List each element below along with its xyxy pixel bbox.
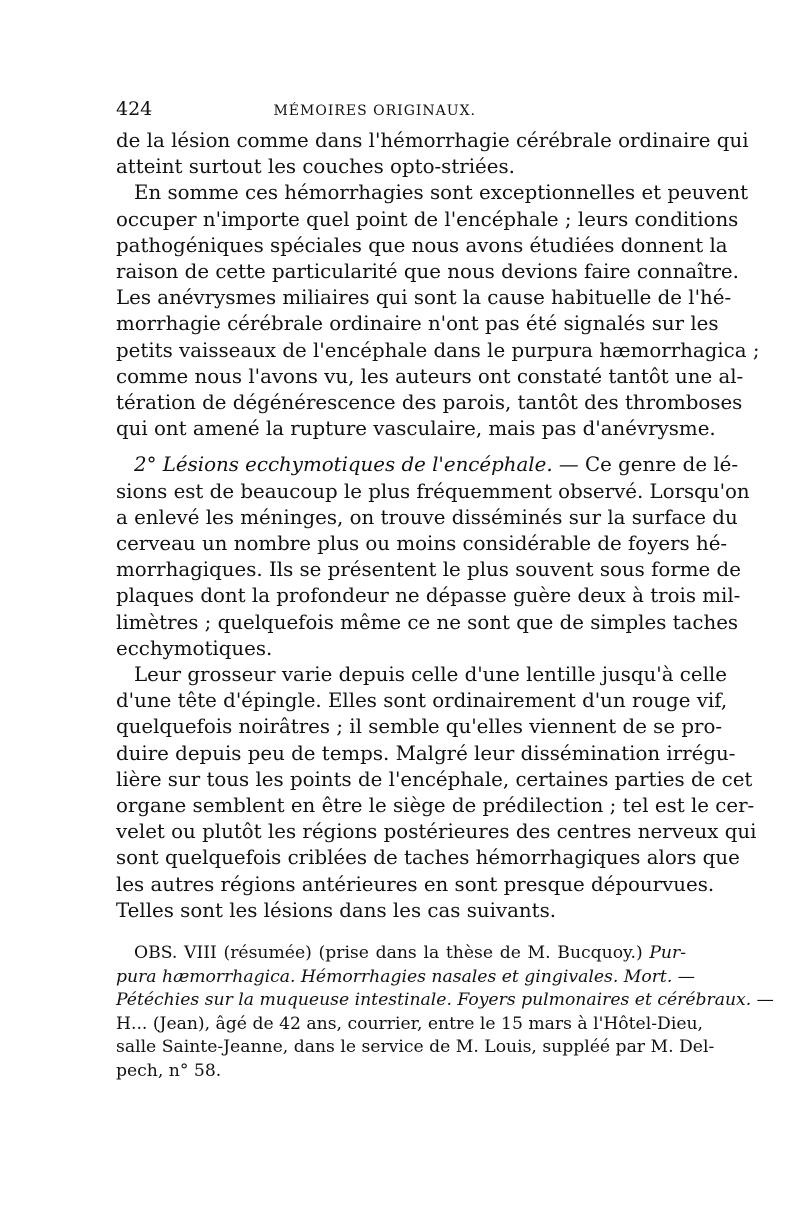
- text-line: organe semblent en être le siège de prédilection ; tel est le cer-: [116, 794, 755, 818]
- obs-text: —: [672, 966, 695, 987]
- text-line: occuper n'importe quel point de l'encéphale ; leurs conditions: [116, 207, 739, 231]
- text-line: morrhagie cérébrale ordinaire n'ont pas été signalés sur les: [116, 312, 719, 336]
- obs-line: pech, n° 58.: [116, 1061, 222, 1082]
- text-line: En somme ces hémorrhagies sont exceptionnelles et peuvent: [134, 181, 749, 205]
- text-line: ecchymotiques.: [116, 636, 273, 660]
- text-line: morrhagiques. Ils se présentent le plus souvent sous forme de: [116, 558, 741, 582]
- text-line: plaques dont la profondeur ne dépasse guère deux à trois mil-: [116, 584, 741, 608]
- page-number: 424: [116, 98, 153, 120]
- text-line: cerveau un nombre plus ou moins considérable de foyers hé-: [116, 532, 728, 556]
- text-line: a enlevé les méninges, on trouve disséminés sur la surface du: [116, 505, 738, 529]
- observation-block: [116, 942, 774, 1084]
- obs-text: —: [751, 990, 774, 1011]
- text-line: pathogéniques spéciales que nous avons étudiées donnent la: [116, 233, 728, 257]
- obs-text: OBS. VIII (résumée) (prise dans la thèse de M. Bucquoy.): [134, 943, 643, 964]
- text-line: atteint surtout les couches opto-striées.: [116, 155, 515, 179]
- running-title: MÉMOIRES ORIGINAUX.: [273, 103, 476, 119]
- text-line: les autres régions antérieures en sont presque dépourvues.: [116, 872, 715, 896]
- paragraph-4: [116, 662, 757, 924]
- text-line: tération de dégénérescence des parois, tantôt des thromboses: [116, 391, 743, 415]
- obs-line: salle Sainte-Jeanne, dans le service de M. Louis, suppléé par M. Del-: [116, 1037, 715, 1058]
- text-line: de la lésion comme dans l'hémorrhagie cérébrale ordinaire qui: [116, 129, 749, 152]
- text-line: sions est de beaucoup le plus fréquemment observé. Lorsqu'on: [116, 479, 750, 503]
- text-line: qui ont amené la rupture vasculaire, mais pas d'anévrysme.: [116, 417, 716, 441]
- obs-line: H... (Jean), âgé de 42 ans, courrier, entre le 15 mars à l'Hôtel-Dieu,: [116, 1013, 704, 1034]
- text-line: Telles sont les lésions dans les cas suivants.: [116, 898, 557, 922]
- book-page: [116, 98, 774, 1084]
- obs-italic: Pur-: [642, 943, 687, 964]
- section-heading: 2° Lésions ecchymotiques de l'encéphale. —: [134, 453, 579, 477]
- text-line: comme nous l'avons vu, les auteurs ont constaté tantôt une al-: [116, 364, 744, 388]
- text-line: petits vaisseaux de l'encéphale dans le purpura hæmorrhagica ;: [116, 338, 760, 362]
- text-line: [116, 452, 739, 478]
- text-line: velet ou plutôt les régions postérieures des centres nerveux qui: [116, 820, 757, 844]
- paragraph-3: [116, 452, 750, 662]
- obs-line: [116, 966, 695, 990]
- paragraph-1: [116, 128, 749, 180]
- text-line: limètres ; quelquefois même ce ne sont que de simples taches: [116, 610, 739, 634]
- obs-line: [116, 942, 686, 966]
- text-line: duire depuis peu de temps. Malgré leur dissémination irrégu-: [116, 741, 736, 765]
- text-line: sont quelquefois criblées de taches hémorrhagiques alors que: [116, 846, 740, 870]
- text-line: Les anévrysmes miliaires qui sont la cause habituelle de l'hé-: [116, 286, 732, 310]
- page-header: [116, 98, 686, 128]
- text-line: lière sur tous les points de l'encéphale, certaines parties de cet: [116, 767, 753, 791]
- text-line: raison de cette particularité que nous devions faire connaître.: [116, 260, 739, 284]
- text-line: Leur grosseur varie depuis celle d'une lentille jusqu'à celle: [134, 663, 727, 687]
- obs-line: [116, 989, 774, 1013]
- text-line: d'une tête d'épingle. Elles sont ordinairement d'un rouge vif,: [116, 689, 728, 713]
- text-line: quelquefois noirâtres ; il semble qu'elles viennent de se pro-: [116, 715, 723, 739]
- obs-italic: Pétéchies sur la muqueuse intestinale. Foyers pulmonaires et cérébraux.: [116, 990, 752, 1011]
- text-fragment: Ce genre de lé-: [578, 453, 739, 477]
- obs-italic: pura hæmorrhagica. Hémorrhagies nasales et gingivales. Mort.: [116, 966, 673, 987]
- paragraph-2: [116, 180, 760, 442]
